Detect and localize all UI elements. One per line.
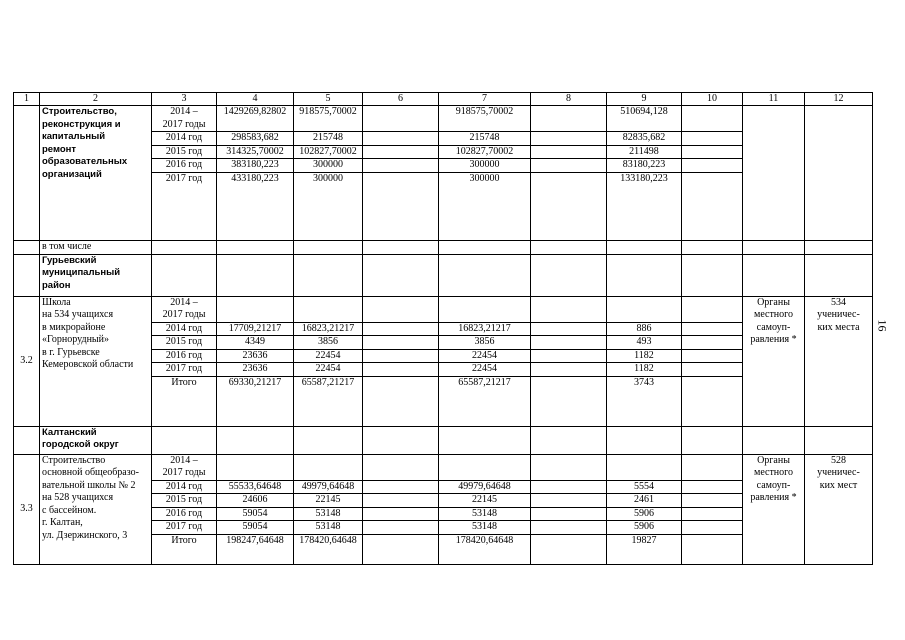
executor-cell: Органы местного самоуп- равления * <box>743 454 805 564</box>
col-num: 5 <box>294 93 363 106</box>
period-cell: 2015 год <box>152 494 217 508</box>
total-cell: 433180,223 <box>217 172 294 240</box>
capacity-cell <box>805 106 873 241</box>
empty-cell <box>682 159 743 173</box>
empty-cell <box>363 322 439 336</box>
table-row <box>14 240 873 254</box>
federal-cell <box>294 454 363 480</box>
local-cell: 5906 <box>607 507 682 521</box>
empty-cell <box>363 349 439 363</box>
total-cell: 383180,223 <box>217 159 294 173</box>
local-cell: 493 <box>607 336 682 350</box>
value-cell: 49979,64648 <box>439 480 531 494</box>
value-cell: 300000 <box>439 172 531 240</box>
empty-cell <box>682 454 743 480</box>
total-cell: 314325,70002 <box>217 145 294 159</box>
empty-cell <box>531 363 607 377</box>
local-cell: 82835,682 <box>607 132 682 146</box>
empty-cell <box>531 145 607 159</box>
period-cell: 2014 – 2017 годы <box>152 454 217 480</box>
budget-table <box>13 92 873 565</box>
table-row <box>14 454 873 480</box>
total-cell: 23636 <box>217 349 294 363</box>
value-cell: 65587,21217 <box>439 376 531 426</box>
empty-cell <box>531 534 607 564</box>
empty-cell <box>531 336 607 350</box>
local-cell: 2461 <box>607 494 682 508</box>
federal-cell: 22454 <box>294 349 363 363</box>
federal-cell: 65587,21217 <box>294 376 363 426</box>
col-num: 10 <box>682 93 743 106</box>
federal-cell: 22145 <box>294 494 363 508</box>
empty-cell <box>682 376 743 426</box>
total-cell: 298583,682 <box>217 132 294 146</box>
item-title: Строительство, реконструкция и капитальный ремонт образовательных организаций <box>40 106 152 241</box>
empty-cell <box>531 480 607 494</box>
empty-cell <box>363 172 439 240</box>
local-cell <box>607 296 682 322</box>
empty-cell <box>363 132 439 146</box>
period-cell: 2017 год <box>152 521 217 535</box>
federal-cell: 178420,64648 <box>294 534 363 564</box>
local-cell: 211498 <box>607 145 682 159</box>
table-row <box>14 426 873 454</box>
value-cell: 22454 <box>439 349 531 363</box>
total-cell: 1429269,82802 <box>217 106 294 132</box>
value-cell: 178420,64648 <box>439 534 531 564</box>
table-row <box>14 254 873 296</box>
federal-cell: 300000 <box>294 172 363 240</box>
empty-cell <box>682 336 743 350</box>
table-row <box>14 106 873 132</box>
col-num: 6 <box>363 93 439 106</box>
value-cell: 300000 <box>439 159 531 173</box>
in-that-number-label: в том числе <box>40 240 152 254</box>
total-cell <box>217 454 294 480</box>
local-cell: 133180,223 <box>607 172 682 240</box>
empty-cell <box>682 534 743 564</box>
row-number <box>14 106 40 241</box>
value-cell <box>439 296 531 322</box>
total-cell: 55533,64648 <box>217 480 294 494</box>
period-cell: 2014 год <box>152 322 217 336</box>
empty-cell <box>363 106 439 132</box>
row-number: 3.2 <box>14 296 40 426</box>
empty-cell <box>363 494 439 508</box>
period-cell: 2016 год <box>152 507 217 521</box>
period-cell: 2016 год <box>152 349 217 363</box>
value-cell: 22145 <box>439 494 531 508</box>
empty-cell <box>531 132 607 146</box>
local-cell: 5906 <box>607 521 682 535</box>
total-cell: 59054 <box>217 521 294 535</box>
item-title: Строительство основной общеобразо- вательной школы № 2 на 528 учащихся с бассейном. г. Калтан, ул. Дзержинского, 3 <box>40 454 152 564</box>
total-cell: 4349 <box>217 336 294 350</box>
page-number: 16 <box>875 319 890 332</box>
empty-cell <box>531 349 607 363</box>
empty-cell <box>682 494 743 508</box>
value-cell: 16823,21217 <box>439 322 531 336</box>
empty-cell <box>682 145 743 159</box>
total-cell: 59054 <box>217 507 294 521</box>
empty-cell <box>363 296 439 322</box>
empty-cell <box>682 296 743 322</box>
col-num: 3 <box>152 93 217 106</box>
federal-cell: 918575,70002 <box>294 106 363 132</box>
local-cell: 886 <box>607 322 682 336</box>
empty-cell <box>682 521 743 535</box>
value-cell: 22454 <box>439 363 531 377</box>
total-cell: 24606 <box>217 494 294 508</box>
period-cell: 2017 год <box>152 172 217 240</box>
empty-cell <box>531 106 607 132</box>
item-title: Школа на 534 учащихся в микрорайоне «Горнорудный» в г. Гурьевске Кемеровской области <box>40 296 152 426</box>
federal-cell: 53148 <box>294 507 363 521</box>
local-cell: 5554 <box>607 480 682 494</box>
federal-cell: 22454 <box>294 363 363 377</box>
federal-cell: 3856 <box>294 336 363 350</box>
table-row <box>14 296 873 322</box>
empty-cell <box>682 349 743 363</box>
empty-cell <box>682 172 743 240</box>
empty-cell <box>363 521 439 535</box>
federal-cell: 300000 <box>294 159 363 173</box>
value-cell: 215748 <box>439 132 531 146</box>
district-title: Калтанский городской округ <box>40 426 152 454</box>
value-cell: 102827,70002 <box>439 145 531 159</box>
value-cell: 3856 <box>439 336 531 350</box>
capacity-cell: 534 ученичес- ких места <box>805 296 873 426</box>
capacity-cell: 528 ученичес- ких мест <box>805 454 873 564</box>
federal-cell <box>294 296 363 322</box>
column-number-row <box>14 93 873 106</box>
period-cell: 2015 год <box>152 336 217 350</box>
col-num: 9 <box>607 93 682 106</box>
empty-cell <box>363 454 439 480</box>
empty-cell <box>682 132 743 146</box>
empty-cell <box>682 106 743 132</box>
local-cell <box>607 454 682 480</box>
federal-cell: 102827,70002 <box>294 145 363 159</box>
local-cell: 1182 <box>607 363 682 377</box>
empty-cell <box>531 507 607 521</box>
total-cell <box>217 296 294 322</box>
federal-cell: 16823,21217 <box>294 322 363 336</box>
empty-cell <box>363 145 439 159</box>
period-cell: Итого <box>152 376 217 426</box>
col-num: 11 <box>743 93 805 106</box>
value-cell <box>439 454 531 480</box>
period-cell: 2014 год <box>152 480 217 494</box>
local-cell: 1182 <box>607 349 682 363</box>
local-cell: 83180,223 <box>607 159 682 173</box>
executor-cell <box>743 106 805 241</box>
total-cell: 23636 <box>217 363 294 377</box>
col-num: 4 <box>217 93 294 106</box>
value-cell: 53148 <box>439 507 531 521</box>
period-cell: 2014 – 2017 годы <box>152 106 217 132</box>
empty-cell <box>363 507 439 521</box>
period-cell: 2014 год <box>152 132 217 146</box>
col-num: 8 <box>531 93 607 106</box>
empty-cell <box>363 336 439 350</box>
empty-cell <box>682 322 743 336</box>
period-cell: 2014 – 2017 годы <box>152 296 217 322</box>
empty-cell <box>682 480 743 494</box>
federal-cell: 215748 <box>294 132 363 146</box>
col-num: 2 <box>40 93 152 106</box>
empty-cell <box>363 480 439 494</box>
local-cell: 3743 <box>607 376 682 426</box>
total-cell: 17709,21217 <box>217 322 294 336</box>
empty-cell <box>531 494 607 508</box>
empty-cell <box>531 296 607 322</box>
col-num: 7 <box>439 93 531 106</box>
empty-cell <box>363 534 439 564</box>
col-num: 12 <box>805 93 873 106</box>
empty-cell <box>363 159 439 173</box>
empty-cell <box>531 159 607 173</box>
district-title: Гурьевский муниципальный район <box>40 254 152 296</box>
federal-cell: 49979,64648 <box>294 480 363 494</box>
empty-cell <box>363 363 439 377</box>
empty-cell <box>531 521 607 535</box>
empty-cell <box>363 376 439 426</box>
period-cell: Итого <box>152 534 217 564</box>
total-cell: 69330,21217 <box>217 376 294 426</box>
empty-cell <box>531 376 607 426</box>
empty-cell <box>531 172 607 240</box>
empty-cell <box>682 507 743 521</box>
empty-cell <box>531 454 607 480</box>
value-cell: 53148 <box>439 521 531 535</box>
empty-cell <box>682 363 743 377</box>
total-cell: 198247,64648 <box>217 534 294 564</box>
local-cell: 19827 <box>607 534 682 564</box>
value-cell: 918575,70002 <box>439 106 531 132</box>
federal-cell: 53148 <box>294 521 363 535</box>
period-cell: 2016 год <box>152 159 217 173</box>
executor-cell: Органы местного самоуп- равления * <box>743 296 805 426</box>
period-cell: 2015 год <box>152 145 217 159</box>
period-cell: 2017 год <box>152 363 217 377</box>
local-cell: 510694,128 <box>607 106 682 132</box>
row-number: 3.3 <box>14 454 40 564</box>
col-num: 1 <box>14 93 40 106</box>
empty-cell <box>531 322 607 336</box>
